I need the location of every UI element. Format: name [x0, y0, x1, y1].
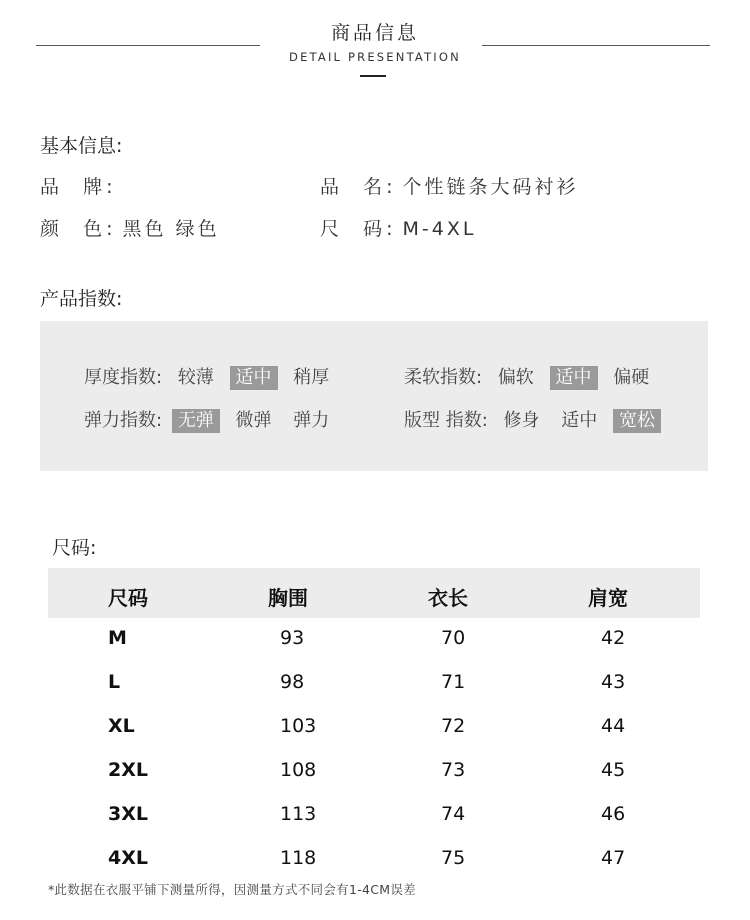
color-field: [40, 214, 220, 241]
table-cell: 113: [280, 803, 317, 825]
index-label: 版型 指数:: [404, 410, 488, 431]
index-option: 修身: [503, 410, 540, 431]
table-cell: 118: [280, 847, 317, 869]
index-label: 柔软指数:: [404, 367, 483, 388]
index-row-fit: [404, 406, 665, 433]
table-cell: 42: [601, 627, 626, 649]
table-cell: 4XL: [108, 847, 148, 869]
index-row-thickness: [84, 363, 339, 390]
product-index-title: 产品指数:: [40, 288, 123, 310]
table-cell: 93: [280, 627, 305, 649]
table-cell: 72: [441, 715, 466, 737]
index-option: 较薄: [177, 367, 214, 388]
table-cell: 71: [441, 671, 466, 693]
size-table-title: 尺码:: [52, 537, 97, 559]
divider-right: [482, 45, 710, 46]
measurement-note: *此数据在衣服平铺下测量所得，因测量方式不同会有1-4CM误差: [48, 882, 416, 897]
index-row-softness: [404, 363, 659, 390]
index-option-selected: 无弹: [172, 409, 220, 433]
table-cell: 74: [441, 803, 466, 825]
table-cell: 98: [280, 671, 305, 693]
color-value: 黑色 绿色: [122, 218, 220, 240]
column-header-length: 衣长: [428, 586, 468, 610]
index-option-selected: 宽松: [613, 409, 661, 433]
index-label: 厚度指数:: [84, 367, 163, 388]
page-title: 商品信息: [330, 22, 419, 44]
product-index-panel: [40, 321, 708, 471]
index-option: 微弹: [235, 410, 272, 431]
title-underline: [360, 75, 386, 77]
product-name-label: 品 名:: [320, 176, 397, 198]
column-header-chest: 胸围: [268, 586, 308, 610]
index-option: 弹力: [293, 410, 330, 431]
table-cell: 45: [601, 759, 626, 781]
table-cell: 44: [601, 715, 626, 737]
index-option: 偏硬: [613, 367, 650, 388]
index-label: 弹力指数:: [84, 410, 163, 431]
index-option-selected: 适中: [230, 366, 278, 390]
table-cell: 47: [601, 847, 626, 869]
table-cell: 103: [280, 715, 317, 737]
size-range-field: [320, 214, 476, 241]
basic-info-title: 基本信息:: [40, 135, 123, 157]
column-header-size: 尺码: [108, 586, 148, 610]
table-cell: XL: [108, 715, 135, 737]
divider-left: [36, 45, 260, 46]
table-cell: 73: [441, 759, 466, 781]
table-cell: 3XL: [108, 803, 148, 825]
table-cell: 2XL: [108, 759, 148, 781]
table-cell: 70: [441, 627, 466, 649]
table-cell: 75: [441, 847, 466, 869]
index-option-selected: 适中: [550, 366, 598, 390]
table-cell: 43: [601, 671, 626, 693]
size-range-label: 尺 码:: [320, 218, 397, 240]
size-range-value: M-4XL: [402, 218, 477, 240]
brand-label: 品 牌:: [40, 176, 117, 198]
index-option: 稍厚: [293, 367, 330, 388]
index-option: 偏软: [497, 367, 534, 388]
color-label: 颜 色:: [40, 218, 117, 240]
index-row-elasticity: [84, 406, 339, 433]
table-cell: 108: [280, 759, 317, 781]
page-subtitle: DETAIL PRESENTATION: [289, 50, 461, 64]
table-cell: L: [108, 671, 121, 693]
product-name-value: 个性链条大码衬衫: [402, 176, 579, 198]
brand-field: [40, 172, 116, 199]
product-name-field: [320, 172, 579, 199]
column-header-shoulder: 肩宽: [588, 586, 628, 610]
index-option: 适中: [561, 410, 598, 431]
table-cell: 46: [601, 803, 626, 825]
table-cell: M: [108, 627, 127, 649]
